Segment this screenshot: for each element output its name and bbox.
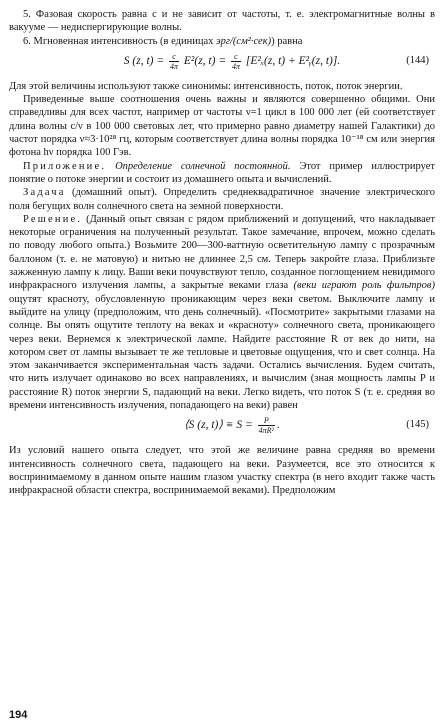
formula-144-frac1-num: c <box>169 52 179 62</box>
appendix-label: Приложение. <box>23 160 107 172</box>
solution-italic: (веки играют роль фильтров) <box>293 280 435 292</box>
final-paragraph: Из условий нашего опыта следует, что этой же величине равна средняя во времени интенсивность солнечного света, падающего на веки. Разумеется, все это относится к воспринимаемому в данном опыте нашим глазом участку спектра (в него входит также часть инфракрасной области спектра, воспринимаемой веками). Предположим <box>9 445 435 497</box>
equation-number-144: (144) <box>406 54 429 66</box>
formula-145-lhs: ⟨S (z, t)⟩ ≡ S = <box>184 419 253 432</box>
formula-144 <box>9 52 435 74</box>
formula-144-frac1-den: 4π <box>170 61 179 71</box>
solution-label: Решение. <box>23 213 83 225</box>
solution-part-1: (Данный опыт связан с рядом приближений и допущений, что накладывает некоторые ограничения на полученный результат. Такое замечание, впрочем, можно сделать по поводу любого опыта.) Возьмите 200—300-ваттную осветительную лампу с прозрачным баллоном (т. е. не матовую) и нитью не длиннее 2,5 см. Теперь закройте глаза. Приблизьте зажженную лампу к лицу. Ваши веки почувствуют тепло, созданное поглощением невидимого инфракрасного излучения лампы, а закрытые веками глаза <box>9 213 435 292</box>
book-page <box>9 0 435 728</box>
formula-145-body <box>9 416 435 435</box>
general-paragraph: Приведенные выше соотношения очень важны и являются совершенно общими. Они справедливы для всех частот, например от частоты ν=1 цикл в 100 000 лет (ей соответствует длина волны c/ν в 100 000 световых лет, что примерно равно диаметру нашей Галактики) до частот порядка ν≈3·10²⁸ гц, которым соответствует длина волны порядка 10⁻¹⁸ см или энергия фотона hν порядка 100 Гэв. <box>9 94 435 159</box>
formula-144-fraction-2 <box>231 52 241 71</box>
formula-145-end: . <box>276 419 280 432</box>
item-6-units: эрг/(см²·сек) <box>216 35 272 47</box>
appendix-text: Этот пример иллюстрирует понятие о потоке энергии и состоит из домашнего опыта и вычислений. <box>9 160 436 185</box>
formula-144-mid: E²(z, t) = <box>183 55 227 68</box>
task-label: Задача <box>23 187 66 199</box>
formula-145 <box>9 416 435 438</box>
appendix-title: Определение солнечной постоянной. <box>115 160 291 172</box>
formula-144-body <box>9 52 435 71</box>
item-6-end: ) равна <box>271 35 303 47</box>
formula-144-fraction-1 <box>169 52 179 71</box>
task-paragraph <box>9 186 435 213</box>
formula-145-fraction <box>258 416 275 435</box>
formula-144-lhs: S (z, t) = <box>123 55 165 68</box>
formula-144-frac2-den: 4π <box>231 61 240 71</box>
solution-part-2: ощутят красноту, обусловленную проникающим через веки светом. Выключите лампу и выйдите на улицу (предположим, что день солнечный). «Посмотрите» закрытыми глазами на солнце. Вы опять ощутите теплоту на веках и «красноту» солнечного света, проникающего через веки. Вернемся к электрической лампе. Найдите расстояние R от век до нити, на котором свет от лампы вызывает те же тепловые и цветовые ощущения, что и свет солнца. На этом заканчивается экспериментальная часть задачи. Остались вычисления. Будем считать, что нить излучает одинаково во всех направлениях, и вычислим (зная мощность лампы P и расстояние R) поток энергии S, падающий на веки. Легко видеть, что поток S (т. е. средняя во времени интенсивность излучения, попадающего на веки) равен <box>9 293 435 412</box>
item-6 <box>9 35 435 48</box>
item-5: 5. Фазовая скорость равна c и не зависит от частоты, т. е. электромагнитные волны в вакууме — недиспергирующие волны. <box>9 9 435 34</box>
appendix-paragraph <box>9 160 435 187</box>
formula-145-frac-num: P <box>258 416 275 426</box>
equation-number-145: (145) <box>406 419 429 431</box>
solution-paragraph <box>9 213 435 412</box>
item-6-start: 6. Мгновенная интенсивность (в единицах <box>23 35 217 47</box>
synonyms-paragraph: Для этой величины используют также синонимы: интенсивность, поток, поток энергии. <box>9 80 403 92</box>
formula-144-frac2-num: c <box>231 52 241 62</box>
page-number: 194 <box>9 709 28 721</box>
formula-145-frac-den: 4πR² <box>258 426 274 436</box>
formula-144-rhs: [E²ₓ(z, t) + E²ᵧ(z, t)]. <box>245 55 341 68</box>
task-text: (домашний опыт). Определить среднеквадратичное значение электрического поля бегущих волн солнечного света на земной поверхности. <box>9 187 436 212</box>
